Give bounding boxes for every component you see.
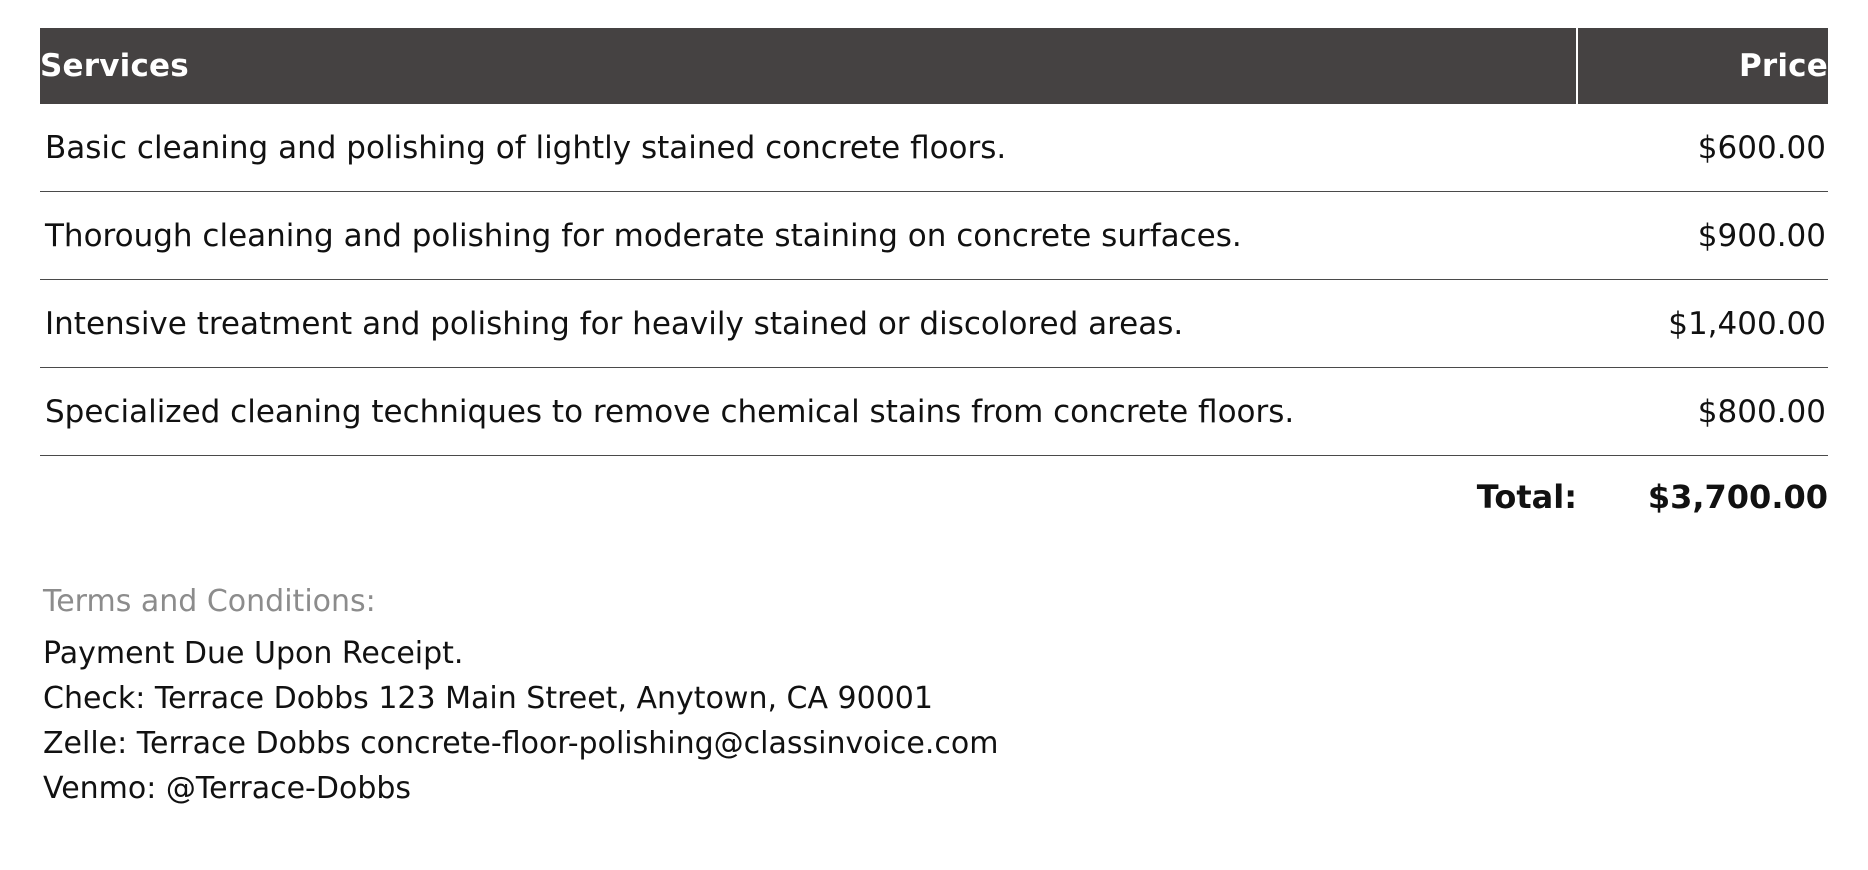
table-row	[40, 368, 1828, 456]
terms-line-zelle: Zelle: Terrace Dobbs concrete-floor-polishing@classinvoice.com	[43, 726, 999, 761]
services-table	[40, 28, 1828, 538]
table-row	[40, 104, 1828, 192]
column-header-services: Services	[40, 28, 1577, 104]
service-description: Thorough cleaning and polishing for moderate staining on concrete surfaces.	[40, 192, 1577, 280]
table-row	[40, 280, 1828, 368]
terms-line-payment: Payment Due Upon Receipt.	[43, 636, 464, 671]
table-body	[40, 104, 1828, 538]
service-price: $600.00	[1577, 104, 1828, 192]
service-description: Specialized cleaning techniques to remove chemical stains from concrete floors.	[40, 368, 1577, 456]
column-header-price: Price	[1738, 48, 1828, 84]
total-label: Total:	[1476, 478, 1577, 516]
service-description: Intensive treatment and polishing for heavily stained or discolored areas.	[40, 280, 1577, 368]
table-row	[40, 192, 1828, 280]
service-price: $1,400.00	[1577, 280, 1828, 368]
table-header-row	[40, 28, 1828, 104]
service-price: $900.00	[1577, 192, 1828, 280]
terms-line-check: Check: Terrace Dobbs 123 Main Street, Anytown, CA 90001	[43, 681, 933, 716]
terms-and-conditions	[40, 584, 1828, 811]
table-head	[40, 28, 1828, 104]
service-price: $800.00	[1577, 368, 1828, 456]
total-value: $3,700.00	[1647, 478, 1828, 516]
terms-line-venmo: Venmo: @Terrace-Dobbs	[43, 771, 412, 806]
service-description: Basic cleaning and polishing of lightly stained concrete floors.	[40, 104, 1577, 192]
terms-title: Terms and Conditions:	[43, 584, 376, 619]
total-row	[40, 456, 1828, 539]
